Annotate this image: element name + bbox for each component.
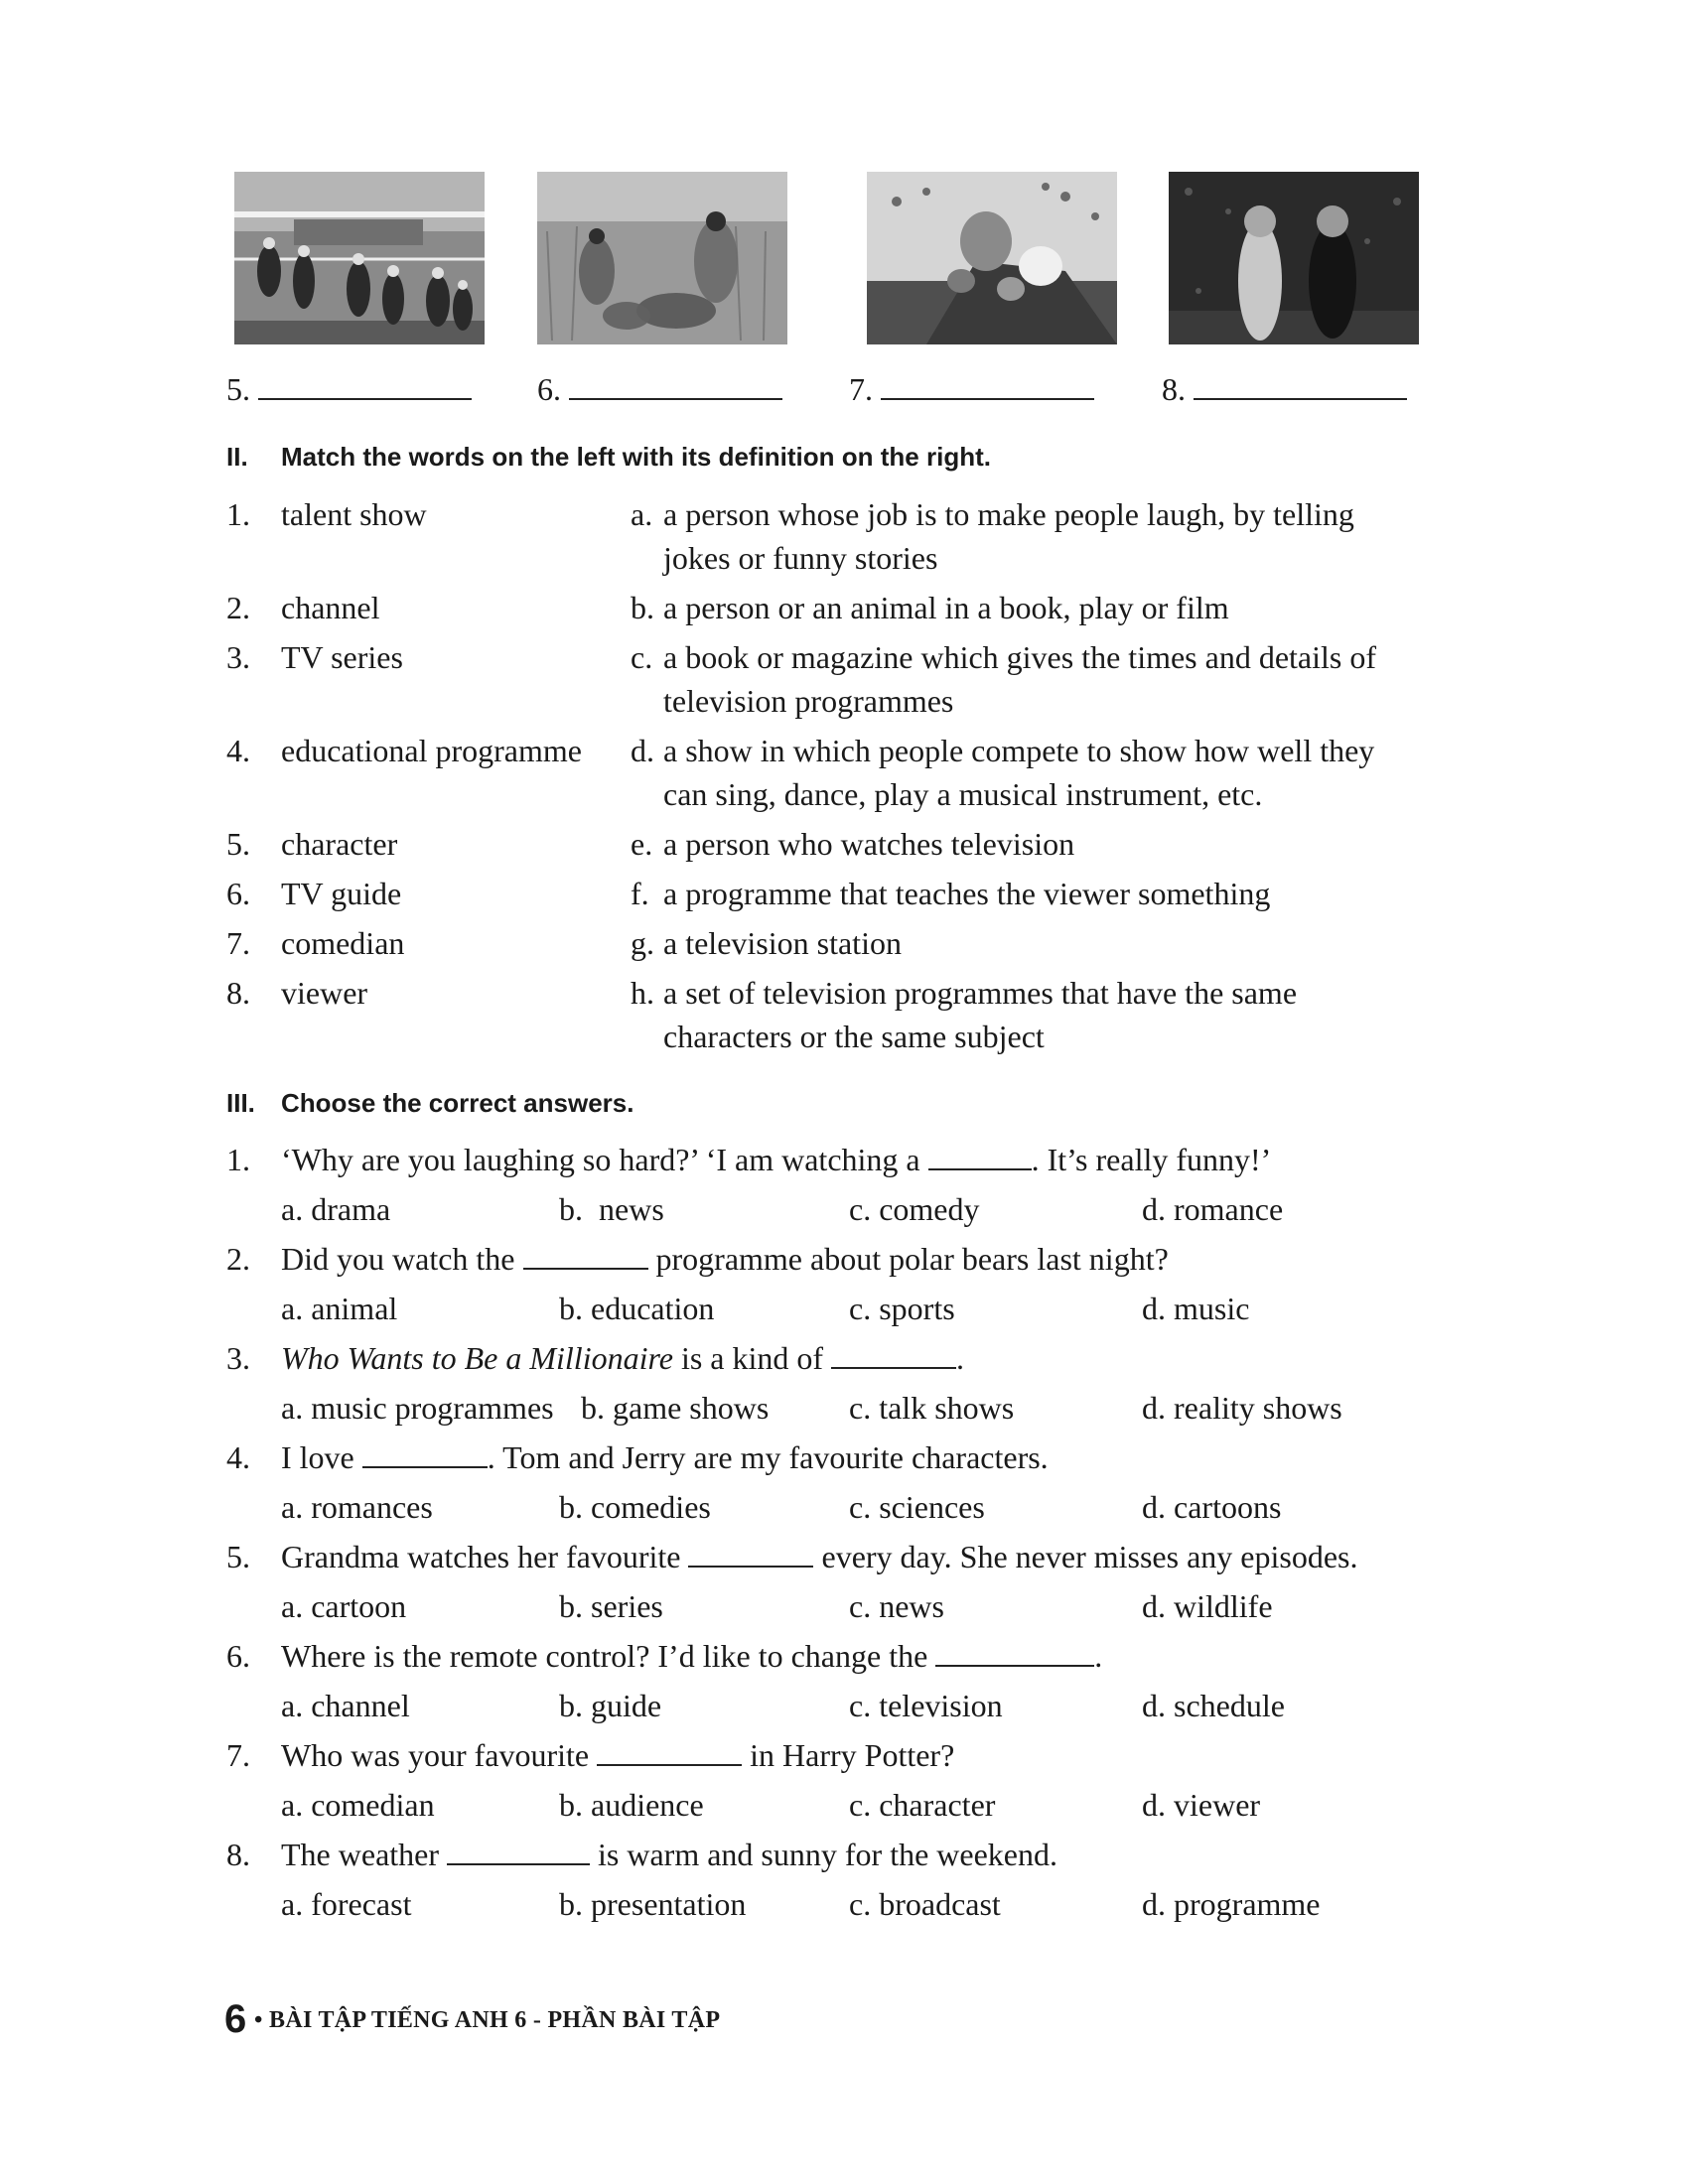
- question-text: [281, 1237, 1169, 1281]
- answer-blank[interactable]: [523, 1238, 648, 1270]
- question-number: 3.: [226, 1340, 250, 1376]
- question-text-before: ‘Why are you laughing so hard?’ ‘I am watching a: [281, 1142, 928, 1177]
- match-letter: h.: [631, 975, 654, 1011]
- match-number: 1.: [226, 496, 250, 532]
- picture-answer-6: [537, 367, 782, 411]
- answer-option[interactable]: b. series: [559, 1588, 663, 1624]
- question-text-before: Did you watch the: [281, 1241, 523, 1277]
- picture-number: 6.: [537, 371, 561, 407]
- answer-option[interactable]: b. news: [559, 1191, 664, 1227]
- answer-blank[interactable]: [258, 368, 472, 400]
- match-definition: a person who watches television: [663, 826, 1075, 862]
- question-text-before: Where is the remote control? I’d like to change the: [281, 1638, 936, 1674]
- question-number: 1.: [226, 1142, 250, 1177]
- match-number: 7.: [226, 925, 250, 961]
- answer-option[interactable]: c. news: [849, 1588, 944, 1624]
- match-letter: e.: [631, 826, 653, 862]
- page-number: 6: [224, 1997, 247, 2041]
- question-text: [281, 1733, 954, 1777]
- question-text: [281, 1435, 1049, 1479]
- picture-volleyball: [234, 172, 485, 344]
- question-text-before: Grandma watches her favourite: [281, 1539, 689, 1574]
- footer-title: [254, 2007, 720, 2034]
- match-word: character: [281, 826, 398, 862]
- picture-number: 7.: [849, 371, 873, 407]
- answer-option[interactable]: b. guide: [559, 1688, 662, 1723]
- answer-option[interactable]: d. music: [1142, 1291, 1250, 1326]
- answer-option[interactable]: d. romance: [1142, 1191, 1284, 1227]
- answer-option[interactable]: a. channel: [281, 1688, 410, 1723]
- match-number: 5.: [226, 826, 250, 862]
- answer-option[interactable]: b. education: [559, 1291, 715, 1326]
- answer-option[interactable]: a. forecast: [281, 1886, 412, 1922]
- answer-option[interactable]: d. programme: [1142, 1886, 1321, 1922]
- section-number: II.: [226, 442, 248, 472]
- match-number: 3.: [226, 639, 250, 675]
- match-letter: b.: [631, 590, 654, 625]
- answer-option[interactable]: c. sports: [849, 1291, 955, 1326]
- answer-option[interactable]: b. audience: [559, 1787, 704, 1823]
- answer-option[interactable]: b. game shows: [581, 1390, 770, 1426]
- question-text: [281, 1535, 1357, 1578]
- answer-blank[interactable]: [935, 1635, 1094, 1667]
- question-text-after: every day. She never misses any episodes.: [813, 1539, 1358, 1574]
- question-number: 4.: [226, 1439, 250, 1475]
- match-word: comedian: [281, 925, 405, 961]
- question-text-before: I love: [281, 1439, 362, 1475]
- answer-option[interactable]: a. drama: [281, 1191, 391, 1227]
- section-2-heading: [226, 442, 991, 473]
- answer-blank[interactable]: [1194, 368, 1407, 400]
- answer-blank[interactable]: [831, 1337, 956, 1369]
- question-text-before: is a kind of: [672, 1340, 832, 1376]
- match-definition: a programme that teaches the viewer something: [663, 876, 1271, 911]
- answer-option[interactable]: c. television: [849, 1688, 1003, 1723]
- match-word: TV guide: [281, 876, 402, 911]
- match-word: educational programme: [281, 733, 582, 768]
- question-number: 7.: [226, 1737, 250, 1773]
- question-text-after: programme about polar bears last night?: [647, 1241, 1169, 1277]
- picture-lion-king: [867, 172, 1117, 344]
- answer-option[interactable]: d. wildlife: [1142, 1588, 1273, 1624]
- question-text: [281, 1833, 1057, 1876]
- programme-title: Who Wants to Be a Millionaire: [281, 1340, 673, 1376]
- book-title: BÀI TẬP TIẾNG ANH 6 - PHẦN BÀI TẬP: [269, 2007, 721, 2033]
- match-letter: g.: [631, 925, 654, 961]
- answer-option[interactable]: a. music programmes: [281, 1390, 554, 1426]
- picture-comedy-show: [1169, 172, 1419, 344]
- answer-blank[interactable]: [362, 1436, 488, 1468]
- question-text-after: .: [956, 1340, 965, 1376]
- question-number: 8.: [226, 1837, 250, 1872]
- picture-answer-8: [1162, 367, 1407, 411]
- answer-option[interactable]: b. comedies: [559, 1489, 711, 1525]
- question-text-after: . Tom and Jerry are my favourite characters.: [487, 1439, 1049, 1475]
- answer-option[interactable]: a. comedian: [281, 1787, 435, 1823]
- match-letter: f.: [631, 876, 649, 911]
- section-instruction: Choose the correct answers.: [281, 1088, 634, 1118]
- question-text: [281, 1634, 1102, 1678]
- match-word: talent show: [281, 496, 427, 532]
- picture-number: 8.: [1162, 371, 1186, 407]
- question-text: [281, 1336, 964, 1380]
- match-definition: a show in which people compete to show how well they can sing, dance, play a musical instrument, etc.: [663, 733, 1375, 812]
- answer-option[interactable]: a. cartoon: [281, 1588, 407, 1624]
- question-text-before: The weather: [281, 1837, 448, 1872]
- match-number: 2.: [226, 590, 250, 625]
- picture-number: 5.: [226, 371, 250, 407]
- match-definition: a person whose job is to make people laugh, by telling jokes or funny stories: [663, 496, 1354, 576]
- answer-option[interactable]: c. broadcast: [849, 1886, 1001, 1922]
- answer-option[interactable]: a. animal: [281, 1291, 398, 1326]
- answer-blank[interactable]: [597, 1734, 742, 1766]
- picture-answer-5: [226, 367, 472, 411]
- picture-answer-7: [849, 367, 1094, 411]
- section-3-heading: [226, 1088, 634, 1119]
- match-number: 6.: [226, 876, 250, 911]
- answer-option[interactable]: d. cartoons: [1142, 1489, 1282, 1525]
- question-number: 5.: [226, 1539, 250, 1574]
- picture-cheetahs: [537, 172, 787, 344]
- answer-blank[interactable]: [928, 1139, 1032, 1170]
- question-text-after: .: [1094, 1638, 1103, 1674]
- match-letter: d.: [631, 733, 654, 768]
- match-number: 4.: [226, 733, 250, 768]
- answer-option[interactable]: d. viewer: [1142, 1787, 1261, 1823]
- answer-option[interactable]: a. romances: [281, 1489, 433, 1525]
- answer-option[interactable]: c. sciences: [849, 1489, 985, 1525]
- match-word: viewer: [281, 975, 368, 1011]
- section-instruction: Match the words on the left with its definition on the right.: [281, 442, 991, 472]
- answer-option[interactable]: d. reality shows: [1142, 1390, 1342, 1426]
- answer-option[interactable]: b. presentation: [559, 1886, 747, 1922]
- section-number: III.: [226, 1088, 255, 1118]
- question-number: 2.: [226, 1241, 250, 1277]
- answer-option[interactable]: c. character: [849, 1787, 996, 1823]
- question-number: 6.: [226, 1638, 250, 1674]
- match-definition: a book or magazine which gives the times and details of television programmes: [663, 639, 1377, 719]
- match-word: channel: [281, 590, 380, 625]
- question-text: [281, 1138, 1271, 1181]
- question-text-after: in Harry Potter?: [742, 1737, 955, 1773]
- match-number: 8.: [226, 975, 250, 1011]
- match-letter: c.: [631, 639, 653, 675]
- match-definition: a set of television programmes that have the same characters or the same subject: [663, 975, 1298, 1054]
- answer-option[interactable]: d. schedule: [1142, 1688, 1285, 1723]
- question-text-after: is warm and sunny for the weekend.: [590, 1837, 1057, 1872]
- answer-blank[interactable]: [447, 1834, 590, 1865]
- footer-bullet: •: [254, 2007, 263, 2033]
- match-definition: a television station: [663, 925, 902, 961]
- answer-blank[interactable]: [569, 368, 782, 400]
- match-definition: a person or an animal in a book, play or film: [663, 590, 1229, 625]
- question-text-before: Who was your favourite: [281, 1737, 598, 1773]
- match-word: TV series: [281, 639, 403, 675]
- answer-blank[interactable]: [688, 1536, 813, 1568]
- answer-option[interactable]: c. comedy: [849, 1191, 980, 1227]
- question-text-after: . It’s really funny!’: [1031, 1142, 1272, 1177]
- match-letter: a.: [631, 496, 653, 532]
- answer-blank[interactable]: [881, 368, 1094, 400]
- answer-option[interactable]: c. talk shows: [849, 1390, 1015, 1426]
